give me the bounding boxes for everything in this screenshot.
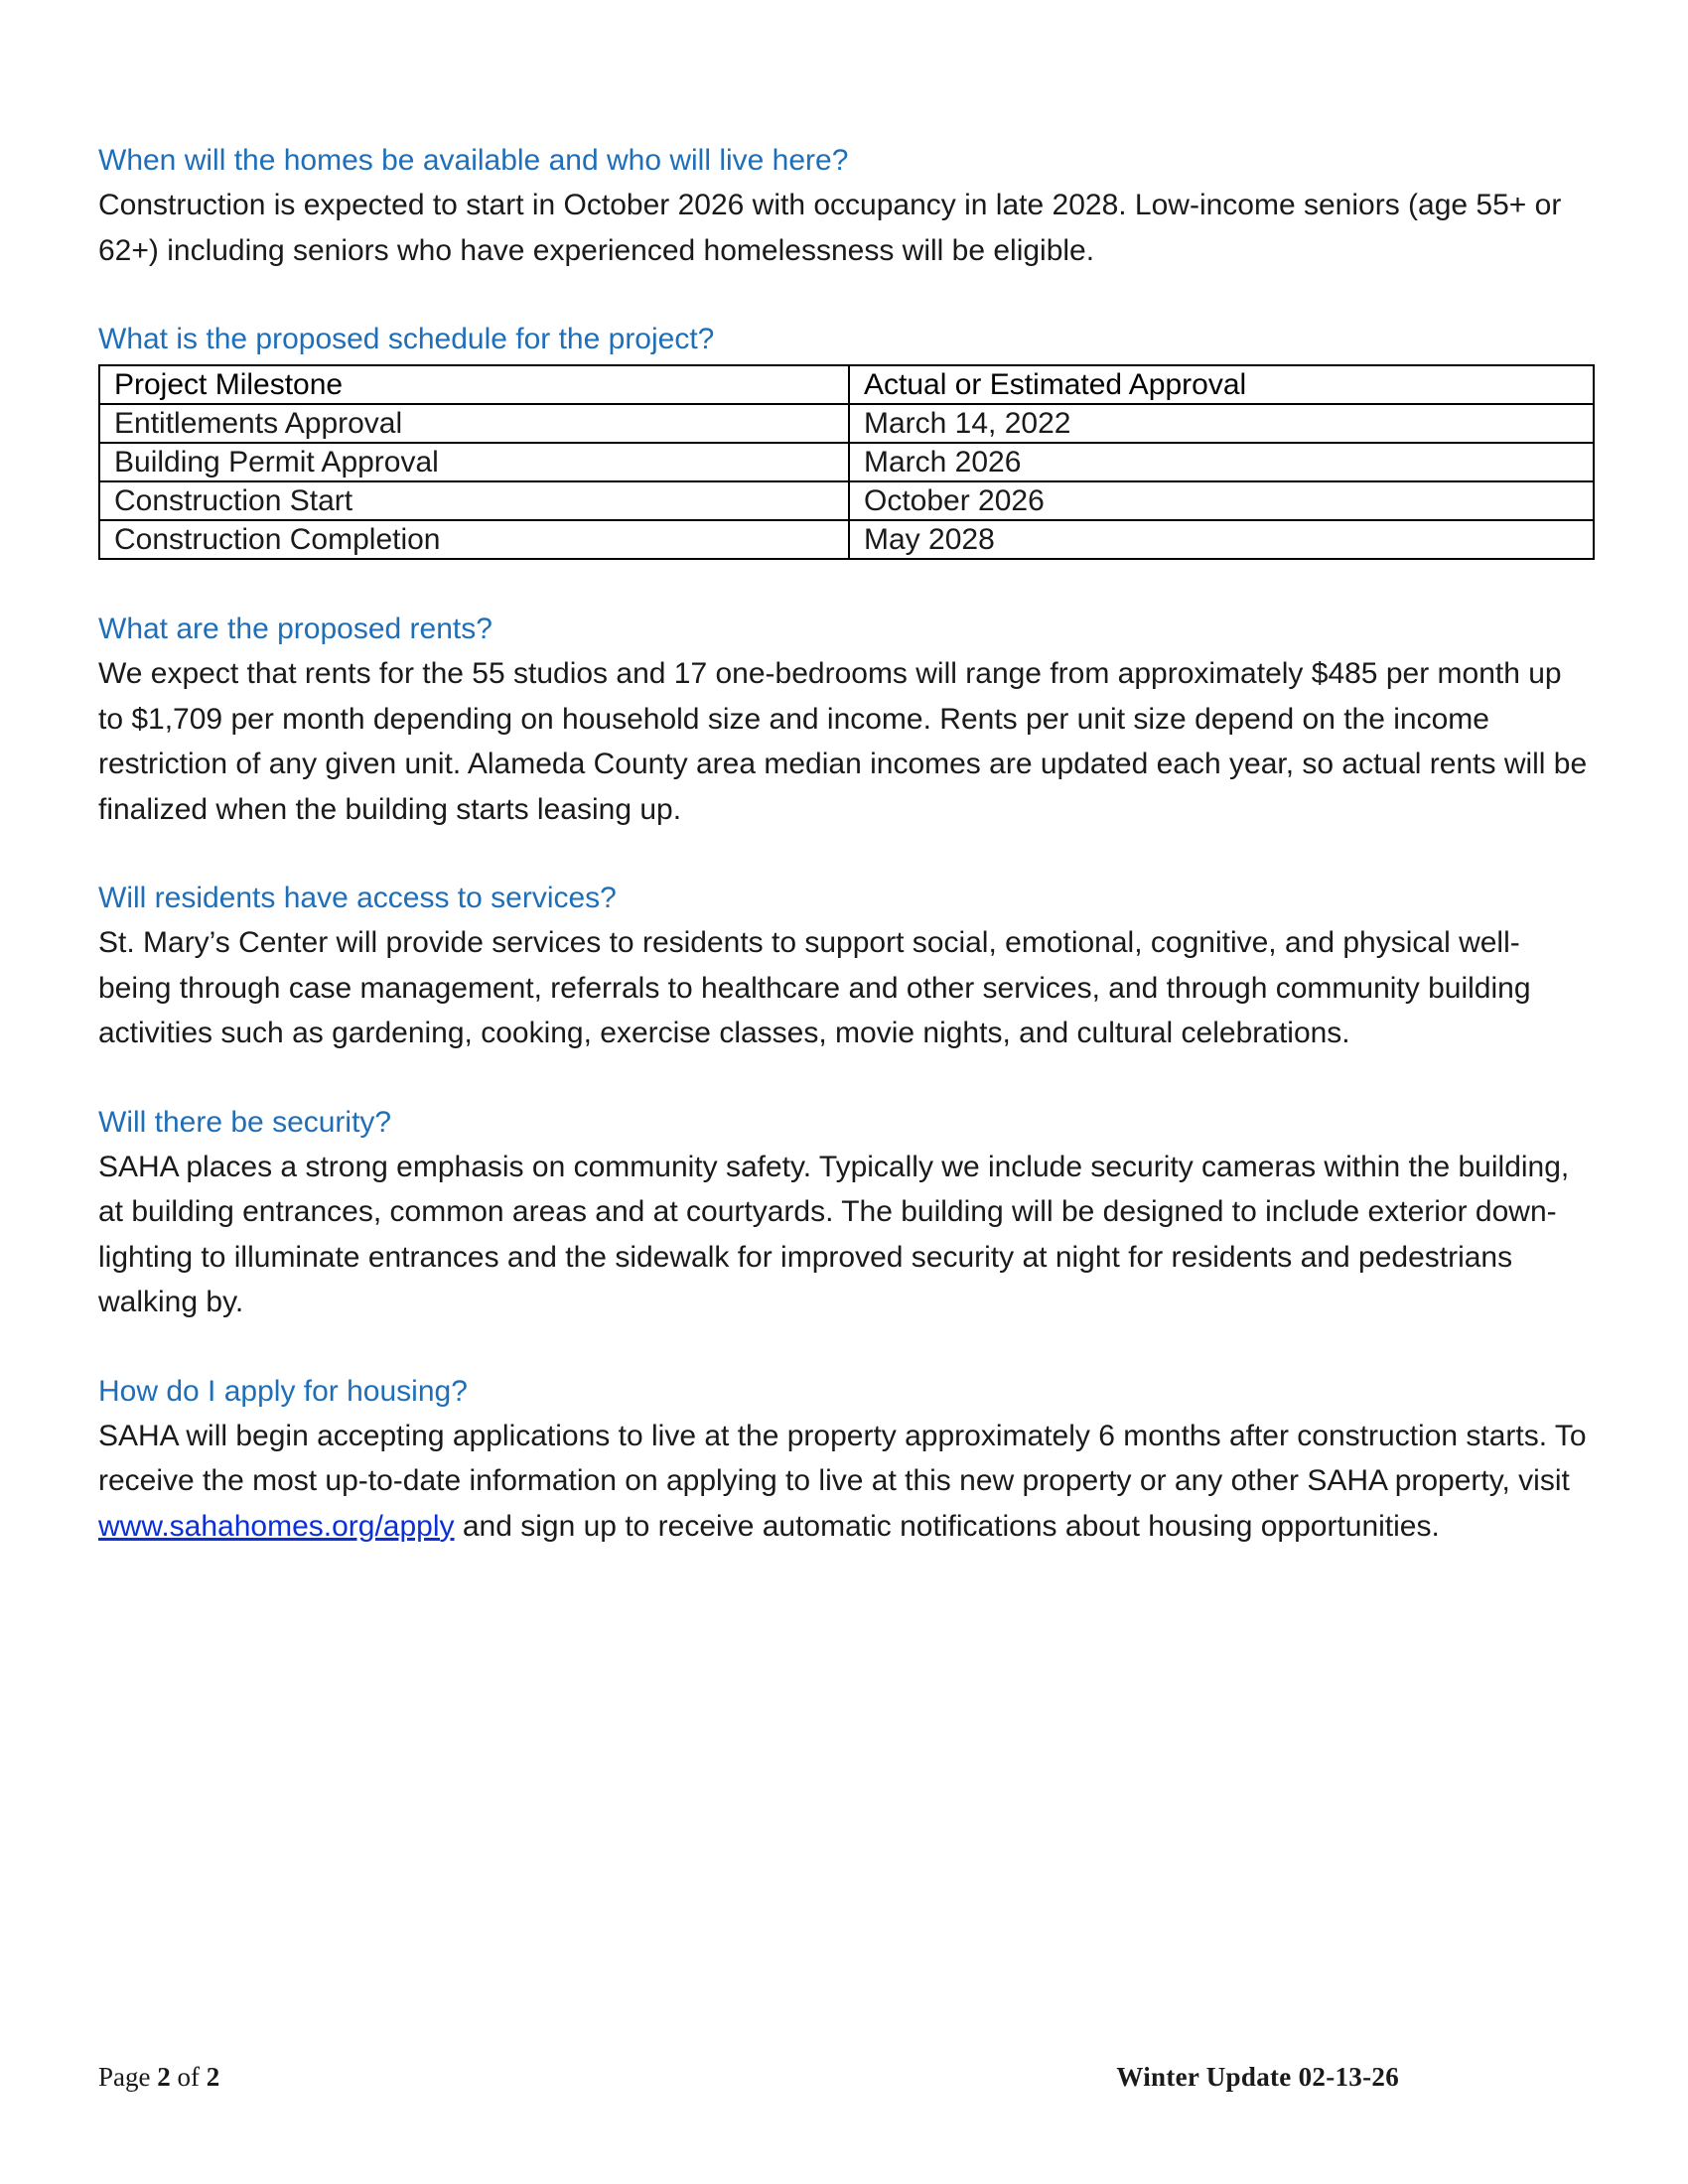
table-row — [99, 520, 1594, 559]
table-header-row — [99, 365, 1594, 404]
milestone-cell: Construction Completion — [99, 520, 849, 559]
paragraph-apply — [98, 1414, 1593, 1550]
heading-apply: How do I apply for housing? — [98, 1374, 468, 1408]
milestone-cell: Construction Start — [99, 481, 849, 520]
approval-date-cell: March 14, 2022 — [849, 404, 1594, 443]
page-number: Page 2 of 2 — [98, 2062, 220, 2092]
approval-date-cell: October 2026 — [849, 481, 1594, 520]
section-services — [98, 877, 1593, 1056]
update-label: Winter Update 02-13-26 — [1116, 2062, 1399, 2092]
column-header-milestone: Project Milestone — [99, 365, 849, 404]
apply-text-after-link: and sign up to receive automatic notifications about housing opportunities. — [454, 1509, 1440, 1543]
schedule-table — [98, 364, 1595, 560]
section-security — [98, 1101, 1593, 1325]
section-schedule — [98, 318, 1593, 560]
heading-security: Will there be security? — [98, 1105, 392, 1139]
milestone-cell: Building Permit Approval — [99, 443, 849, 481]
total-pages: 2 — [206, 2062, 220, 2092]
column-header-approval: Actual or Estimated Approval — [849, 365, 1594, 404]
paragraph-security: SAHA places a strong emphasis on community safety. Typically we include security cameras within the building, at building entrances, common areas and at courtyards. The building will be designed to include exterior down-lighting to illuminate entrances and the sidewalk for improved security at night for residents and pedestrians walking by. — [98, 1150, 1570, 1318]
heading-schedule: What is the proposed schedule for the project? — [98, 323, 715, 355]
paragraph-availability: Construction is expected to start in October 2026 with occupancy in late 2028. Low-income seniors (age 55+ or 62+) including seniors who have experienced homelessness will be eligible. — [98, 189, 1562, 267]
apply-text-before-link: SAHA will begin accepting applications to live at the property approximately 6 months after construction starts. To receive the most up-to-date information on applying to live at this new property or any other SAHA property, visit — [98, 1419, 1587, 1497]
section-rents — [98, 608, 1593, 832]
approval-date-cell: March 2026 — [849, 443, 1594, 481]
table-row — [99, 481, 1594, 520]
heading-services: Will residents have access to services? — [98, 882, 617, 914]
table-row — [99, 404, 1594, 443]
heading-rents: What are the proposed rents? — [98, 613, 492, 645]
section-apply — [98, 1370, 1593, 1550]
document-page — [98, 139, 1593, 1549]
paragraph-services: St. Mary’s Center will provide services to residents to support social, emotional, cognitive, and physical well-being through case management, referrals to healthcare and other services, and through community building activities such as gardening, cooking, exercise classes, movie nights, and cultural celebrations. — [98, 926, 1531, 1049]
milestone-cell: Entitlements Approval — [99, 404, 849, 443]
table-row — [99, 443, 1594, 481]
heading-availability: When will the homes be available and who will live here? — [98, 144, 849, 177]
current-page: 2 — [157, 2062, 171, 2092]
paragraph-rents: We expect that rents for the 55 studios and 17 one-bedrooms will range from approximately $485 per month up to $1,709 per month depending on household size and income. Rents per unit size depend on the income restriction of any given unit. Alameda County area median incomes are updated each year, so actual rents will be finalized when the building starts leasing up. — [98, 657, 1588, 826]
section-availability — [98, 139, 1593, 273]
approval-date-cell: May 2028 — [849, 520, 1594, 559]
apply-link[interactable]: www.sahahomes.org/apply — [98, 1509, 455, 1543]
